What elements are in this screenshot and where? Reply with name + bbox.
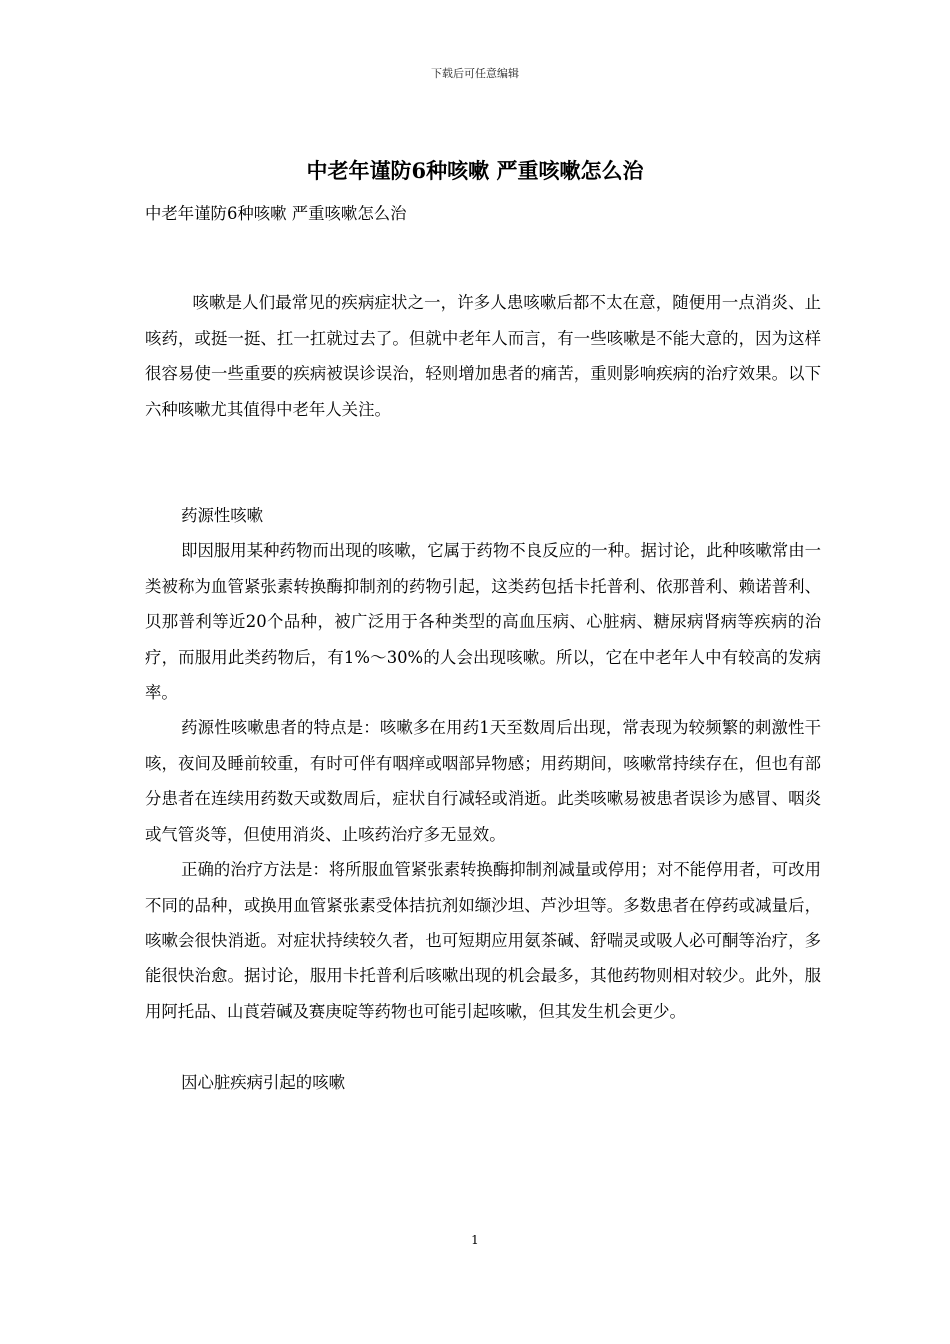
intro-paragraph: 咳嗽是人们最常见的疾病症状之一，许多人患咳嗽后都不太在意，随便用一点消炎、止咳药，或挺一挺、扛一扛就过去了。但就中老年人而言，有一些咳嗽是不能大意的，因为这样很容易使一些重要的疾病被误诊误治，轻则增加患者的痛苦，重则影响疾病的治疗效果。以下六种咳嗽尤其值得中老年人关注。 (145, 293, 821, 419)
spacer (145, 427, 821, 498)
page-number: 1 (471, 1233, 479, 1247)
section-paragraph: 即因服用某种药物而出现的咳嗽，它属于药物不良反应的一种。据讨论，此种咳嗽常由一类被称为血管紧张素转换酶抑制剂的药物引起，这类药包括卡托普利、依那普利、赖诺普利、贝那普利等近20个品种，被广泛用于各种类型的高血压病、心脏病、糖尿病肾病等疾病的治疗，而服用此类药物后，有1%～30%的人会出现咳嗽。所以，它在中老年人中有较高的发病率。 (145, 541, 821, 703)
document-title: 中老年谨防6种咳嗽 严重咳嗽怎么治 (306, 158, 644, 183)
section-paragraph: 药源性咳嗽患者的特点是：咳嗽多在用药1天至数周后出现，常表现为较频繁的刺激性干咳，夜间及睡前较重，有时可伴有咽痒或咽部异物感；用药期间，咳嗽常持续存在，但也有部分患者在连续用药数天或数周后，症状自行减轻或消逝。此类咳嗽易被患者误诊为感冒、咽炎或气管炎等，但使用消炎、止咳药治疗多无显效。 (145, 718, 821, 844)
section-paragraph: 正确的治疗方法是：将所服血管紧张素转换酶抑制剂减量或停用；对不能停用者，可改用不同的品种，或换用血管紧张素受体拮抗剂如缬沙坦、芦沙坦等。多数患者在停药或减量后，咳嗽会很快消逝。对症状持续较久者，也可短期应用氨茶碱、舒喘灵或吸人必可酮等治疗，多能很快治愈。据讨论，服用卡托普利后咳嗽出现的机会最多，其他药物则相对较少。此外，服用阿托品、山莨菪碱及赛庚啶等药物也可能引起咳嗽，但其发生机会更少。 (145, 860, 821, 1021)
document-body (145, 196, 821, 1101)
page-header: 下载后可任意编辑 (431, 67, 519, 80)
section-heading-drug-cough: 药源性咳嗽 (181, 506, 264, 526)
section-heading-heart-cough: 因心脏疾病引起的咳嗽 (181, 1073, 345, 1093)
spacer (145, 1029, 821, 1065)
document-subtitle: 中老年谨防6种咳嗽 严重咳嗽怎么治 (145, 204, 407, 223)
